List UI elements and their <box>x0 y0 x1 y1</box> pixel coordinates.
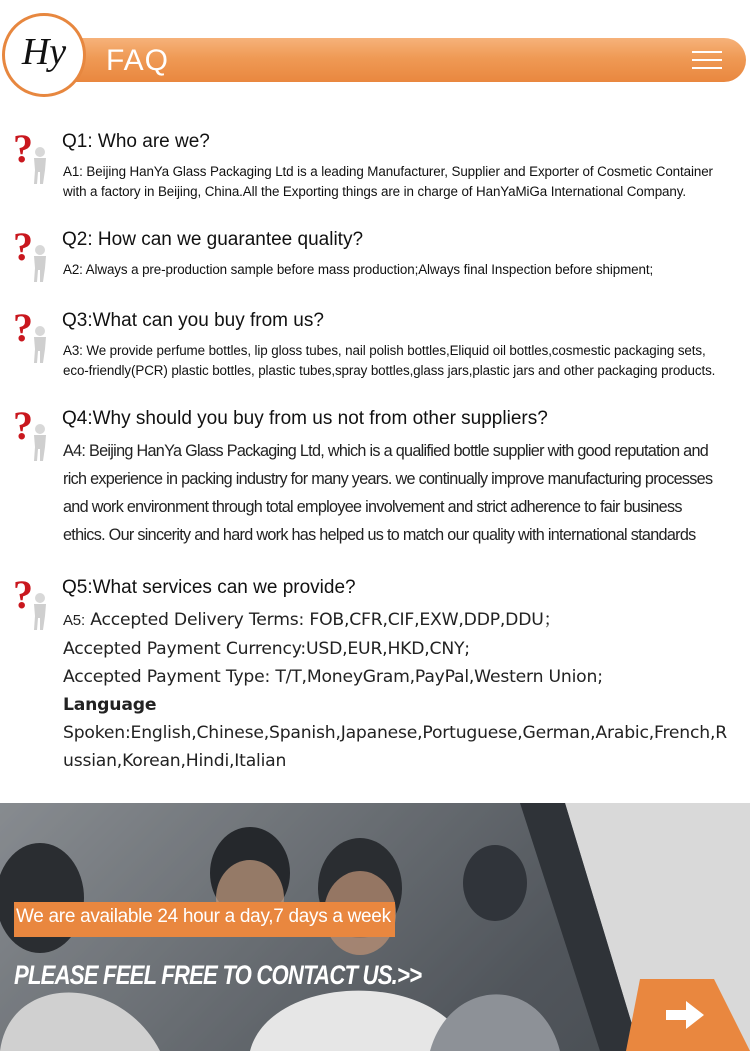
answer-line: with a factory in Beijing, China.All the Exporting things are in charge of HanYaMiGa International Company. <box>63 184 686 199</box>
answer-line: Spoken:English,Chinese,Spanish,Japanese,Portuguese,German,Arabic,French,R <box>63 723 727 743</box>
answer-text: Accepted Delivery Terms: FOB,CFR,CIF,EXW,DDP,DDU； <box>90 610 561 630</box>
faq-answer <box>63 606 727 775</box>
page-title: FAQ <box>106 44 170 77</box>
faq-question: Q3:What can you buy from us? <box>62 310 324 331</box>
page-header <box>0 0 750 100</box>
faq-answer <box>63 260 653 280</box>
answer-line: Accepted Payment Currency:USD,EUR,HKD,CNY; <box>63 639 470 659</box>
svg-text:?: ? <box>13 574 33 617</box>
faq-question: Q4:Why should you buy from us not from other suppliers? <box>62 408 548 429</box>
question-mark-person-icon <box>12 405 52 461</box>
answer-line: ethics. Our sincerity and hard work has helped us to match our quality with international standards <box>63 526 696 544</box>
svg-text:?: ? <box>13 226 33 269</box>
contact-us-link[interactable]: PLEASE FEEL FREE TO CONTACT US.>> <box>14 960 422 990</box>
answer-line: Accepted Payment Type: T/T,MoneyGram,PayPal,Western Union; <box>63 667 603 687</box>
logo-text: Hy <box>21 31 67 73</box>
answer-line <box>63 606 727 635</box>
answer-line: and work environment through total employee involvement and strict adherence to fair business <box>63 498 682 516</box>
question-mark-person-icon <box>12 574 52 630</box>
availability-label: We are available 24 hour a day,7 days a week <box>14 902 395 937</box>
answer-line: A2: Always a pre-production sample before mass production;Always final Inspection before shipment; <box>63 262 654 277</box>
svg-text:?: ? <box>13 128 33 171</box>
answer-line: A3: We provide perfume bottles, lip gloss tubes, nail polish bottles,Eliquid oil bottles,cosmestic packaging sets, <box>63 343 706 358</box>
faq-answer <box>63 341 715 381</box>
answer-line: ussian,Korean,Hindi,Italian <box>63 751 287 771</box>
company-logo[interactable] <box>2 13 86 97</box>
question-mark-person-icon <box>12 226 52 282</box>
answer-line: A1: Beijing HanYa Glass Packaging Ltd is a leading Manufacturer, Supplier and Exporter of Cosmetic Container <box>63 164 713 179</box>
answer-line: Language <box>63 695 157 715</box>
hamburger-menu-icon[interactable] <box>692 51 722 69</box>
question-mark-person-icon <box>12 128 52 184</box>
question-mark-person-icon <box>12 307 52 363</box>
answer-prefix: A5: <box>63 612 85 629</box>
faq-answer <box>63 437 712 549</box>
faq-question: Q5:What services can we provide? <box>62 577 356 598</box>
answer-line: A4: Beijing HanYa Glass Packaging Ltd, which is a qualified bottle supplier with good reputation and <box>63 442 709 460</box>
faq-question: Q2: How can we guarantee quality? <box>62 229 364 250</box>
answer-line: eco-friendly(PCR) plastic bottles, plastic tubes,spray bottles,glass jars,plastic jars and other packaging products. <box>63 363 716 378</box>
right-arrow-icon[interactable] <box>626 979 750 1051</box>
answer-line: rich experience in packing industry for many years. we continually improve manufacturing processes <box>63 470 713 488</box>
faq-answer <box>63 162 713 202</box>
svg-text:?: ? <box>13 405 33 448</box>
svg-text:?: ? <box>13 307 33 350</box>
faq-question: Q1: Who are we? <box>62 131 210 152</box>
